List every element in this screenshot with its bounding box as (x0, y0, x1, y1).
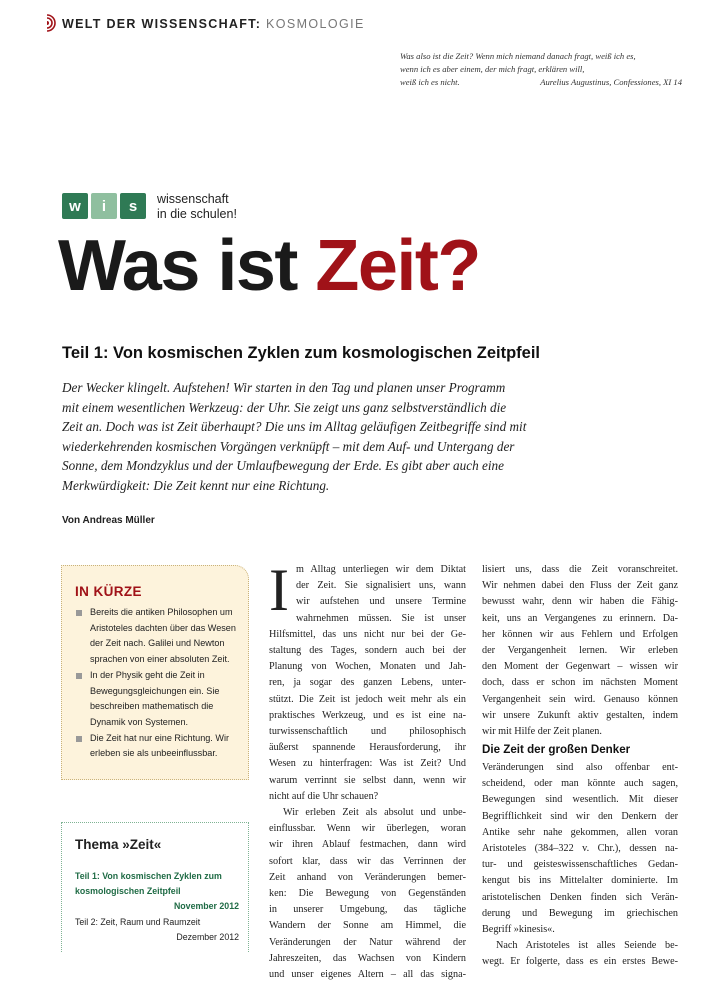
body-line: bewusst wahr, denn wir haben die Fähig- (482, 596, 678, 608)
article-column-2-continued (482, 760, 678, 971)
article-column-1 (269, 557, 466, 983)
body-line: Wir erleben Zeit als absolut und unbe- (283, 807, 466, 819)
quote-line: Was also ist die Zeit? Wenn mich niemand danach fragt, weiß ich es, (400, 51, 636, 61)
series-part1-date: November 2012 (173, 901, 239, 911)
body-line: her können wir aus Fehlern und Erfolgen (482, 628, 678, 640)
section-header (62, 17, 365, 31)
body-line: Antike sehr nahe gekommen, allen voran (482, 826, 678, 838)
quote-line: wenn ich es aber einem, der mich fragt, erklären will, (400, 64, 585, 74)
byline: Von Andreas Müller (62, 515, 155, 526)
body-line: keit, uns an Vergangenes zu erinnern. Da- (482, 612, 678, 624)
body-line: wir mit Hilfe der Zeit planen. (482, 726, 602, 738)
series-part2-title: Teil 2: Zeit, Raum und Raumzeit (75, 917, 201, 927)
wis-letter-i: i (91, 193, 117, 219)
body-line: der Vergangenheit lernen. Wir erleben (482, 645, 678, 657)
body-line: warum verrinnt sie selbst dann, wenn wir (269, 774, 466, 786)
drop-cap: I (269, 557, 289, 623)
body-line: stützt. Die Zeit ist jedoch weit mehr als ein (269, 693, 466, 705)
body-line: wir ihren Ablauf festmachen, dann wird (269, 839, 466, 851)
wis-tagline-line2: in die schulen! (157, 206, 237, 221)
body-line: wir aufstehen und unsere Termine (296, 596, 466, 608)
quote-line: weiß ich es nicht. (400, 77, 460, 87)
section-heading: Die Zeit der großen Denker (482, 743, 631, 756)
body-line: äußerst spannende Herausforderung, ihr (269, 742, 466, 754)
lede-line: Der Wecker klingelt. Aufstehen! Wir starten in den Tag und planen unser Programm (62, 380, 506, 395)
body-line: turwissenschaftlich und philosophisch (269, 726, 466, 738)
wis-letter-s: s (120, 193, 146, 219)
body-line: wahrnehmen müssen. Sie ist unser (296, 612, 466, 624)
body-line: Hilfsmittel, das uns nicht nur bei der Ge- (269, 628, 466, 640)
article-column-2 (482, 562, 678, 740)
body-line: den Moment der Gegenwart – wissen wir (482, 661, 678, 673)
body-line: Veränderungen der Natur während der (269, 936, 466, 948)
body-line: aristotelischen Denken finden sich Verän- (482, 891, 678, 903)
section-title: WELT DER WISSENSCHAFT: (62, 17, 262, 31)
body-line: in unserer Umgebung, das tägliche (269, 904, 466, 916)
lede-line: Zeit an. Doch was ist Zeit überhaupt? Die uns im Alltag geläufigen Zeitbegriffe sind mit (62, 419, 527, 434)
article-lede (62, 378, 660, 495)
title-part2: Zeit? (315, 226, 480, 306)
wis-tagline-line1: wissenschaft (157, 192, 229, 206)
series-part1-title: Teil 1: Von kosmischen Zyklen zum kosmologischen Zeitpfeil (75, 871, 222, 896)
body-line: Aristoteles (384–322 v. Chr.), dessen na- (482, 843, 678, 855)
body-line: wir unsere Zukunft aktiv gestalten, indem (482, 709, 678, 721)
quote-source: Aurelius Augustinus, Confessiones, XI 14 (540, 77, 682, 87)
body-line: scheidend, oder man könnte auch sagen, (482, 778, 678, 790)
series-part2-date: Dezember 2012 (176, 932, 239, 942)
summary-item: Bereits die antiken Philosophen um Aristoteles dachten über das Wesen der Zeit nach. Galilei und Newton sprachen von einer absoluten Zeit. (75, 605, 245, 668)
title-part1: Was ist (58, 226, 316, 306)
body-line: wegt. Er folgerte, dass es ein erstes Bewe- (482, 956, 678, 968)
wis-logo (62, 193, 146, 219)
body-line: Nach Aristoteles ist alles Seiende be- (496, 940, 678, 952)
body-line: m Alltag unterliegen wir dem Diktat (296, 564, 466, 575)
wis-letter-w: w (62, 193, 88, 219)
summary-box (61, 565, 249, 780)
body-line: ken: Die Bewegung von Gegenständen (269, 888, 466, 900)
body-line: nicht auf die Uhr schauen? (269, 790, 379, 802)
lede-line: Sonne, dem Mondzyklus und der Umlaufbewegung der Erde. Es gibt aber auch eine (62, 458, 504, 473)
body-line: praktisches Werkzeug, und es ist eine na- (269, 709, 466, 721)
series-part2 (75, 915, 245, 945)
body-line: staltung des Tages, sondern auch bei der (269, 645, 466, 657)
body-line: Veränderungen sind also offenbar ent- (482, 762, 678, 773)
body-line: und unser eigenes Altern – all das signa- (269, 969, 466, 981)
epigraph-quote (400, 50, 682, 89)
article-title (58, 226, 480, 306)
article-subtitle: Teil 1: Von kosmischen Zyklen zum kosmologischen Zeitpfeil (62, 344, 540, 362)
body-line: lisiert uns, dass die Zeit voranschreitet. (482, 564, 678, 575)
summary-heading: IN KÜRZE (75, 584, 142, 599)
section-subtitle: KOSMOLOGIE (265, 17, 365, 31)
body-line: Jahreszeiten, das Wachsen von Kindern (269, 952, 466, 964)
body-line: einflussbar. Wenn wir überlegen, woran (269, 823, 466, 835)
body-line: Wandern der Sonne am Himmel, die (269, 920, 466, 932)
summary-list (75, 605, 245, 762)
series-heading: Thema »Zeit« (75, 837, 162, 852)
body-line: sofort klar, dass wir das Verrinnen der (269, 855, 466, 867)
body-line: Wesen zu hinterfragen: Was ist Zeit? Und (269, 758, 466, 770)
magazine-logo-icon (38, 14, 56, 32)
series-box (61, 822, 249, 952)
body-line: Planung von Wochen, Monaten und Jah- (269, 661, 466, 673)
lede-line: mit einem wesentlichen Werkzeug: der Uhr. Sie zeigt uns ganz selbstverständlich die (62, 399, 507, 415)
lede-line: wiederkehrenden kosmischen Vorgängen verknüpft – mit dem Auf- und Untergang der (62, 438, 515, 454)
body-line: Zeit anhand von Veränderungen bemer- (269, 871, 466, 883)
summary-item: Die Zeit hat nur eine Richtung. Wir erleben sie als unbeeinflussbar. (75, 731, 245, 762)
body-line: Begriff »kinesis«. (482, 924, 555, 936)
body-line: kengut bis ins Mittelalter dominierte. Im (482, 875, 678, 887)
body-line: ren, ja sogar des ganzen Lebens, unter- (269, 677, 466, 689)
body-line: Bewegungen sind wesentlich. Mit dieser (482, 794, 678, 806)
wis-tagline (157, 192, 237, 221)
lede-line: Merkwürdigkeit: Die Zeit kennt nur eine Richtung. (62, 477, 330, 493)
body-line: Begrifflichkeit sind wir den Denkern der (482, 810, 678, 822)
body-line: Wir nehmen dabei den Fluss der Zeit ganz (482, 580, 678, 592)
body-line: derung und Bewegung im griechischen (482, 907, 678, 919)
body-line: der Zeit. Sie signalisiert uns, wann (296, 580, 466, 592)
body-line: doch, dass er schon im nächsten Moment (482, 677, 678, 689)
body-line: Vergangenheit sein wird. Genauso können (482, 693, 678, 705)
body-line: tur- und geisteswissenschaftliches Gedan- (482, 859, 678, 871)
series-part1 (75, 869, 245, 914)
summary-item: In der Physik geht die Zeit in Bewegungsgleichungen ein. Sie beschreiben mathematisch die Dynamik von Systemen. (75, 668, 245, 731)
